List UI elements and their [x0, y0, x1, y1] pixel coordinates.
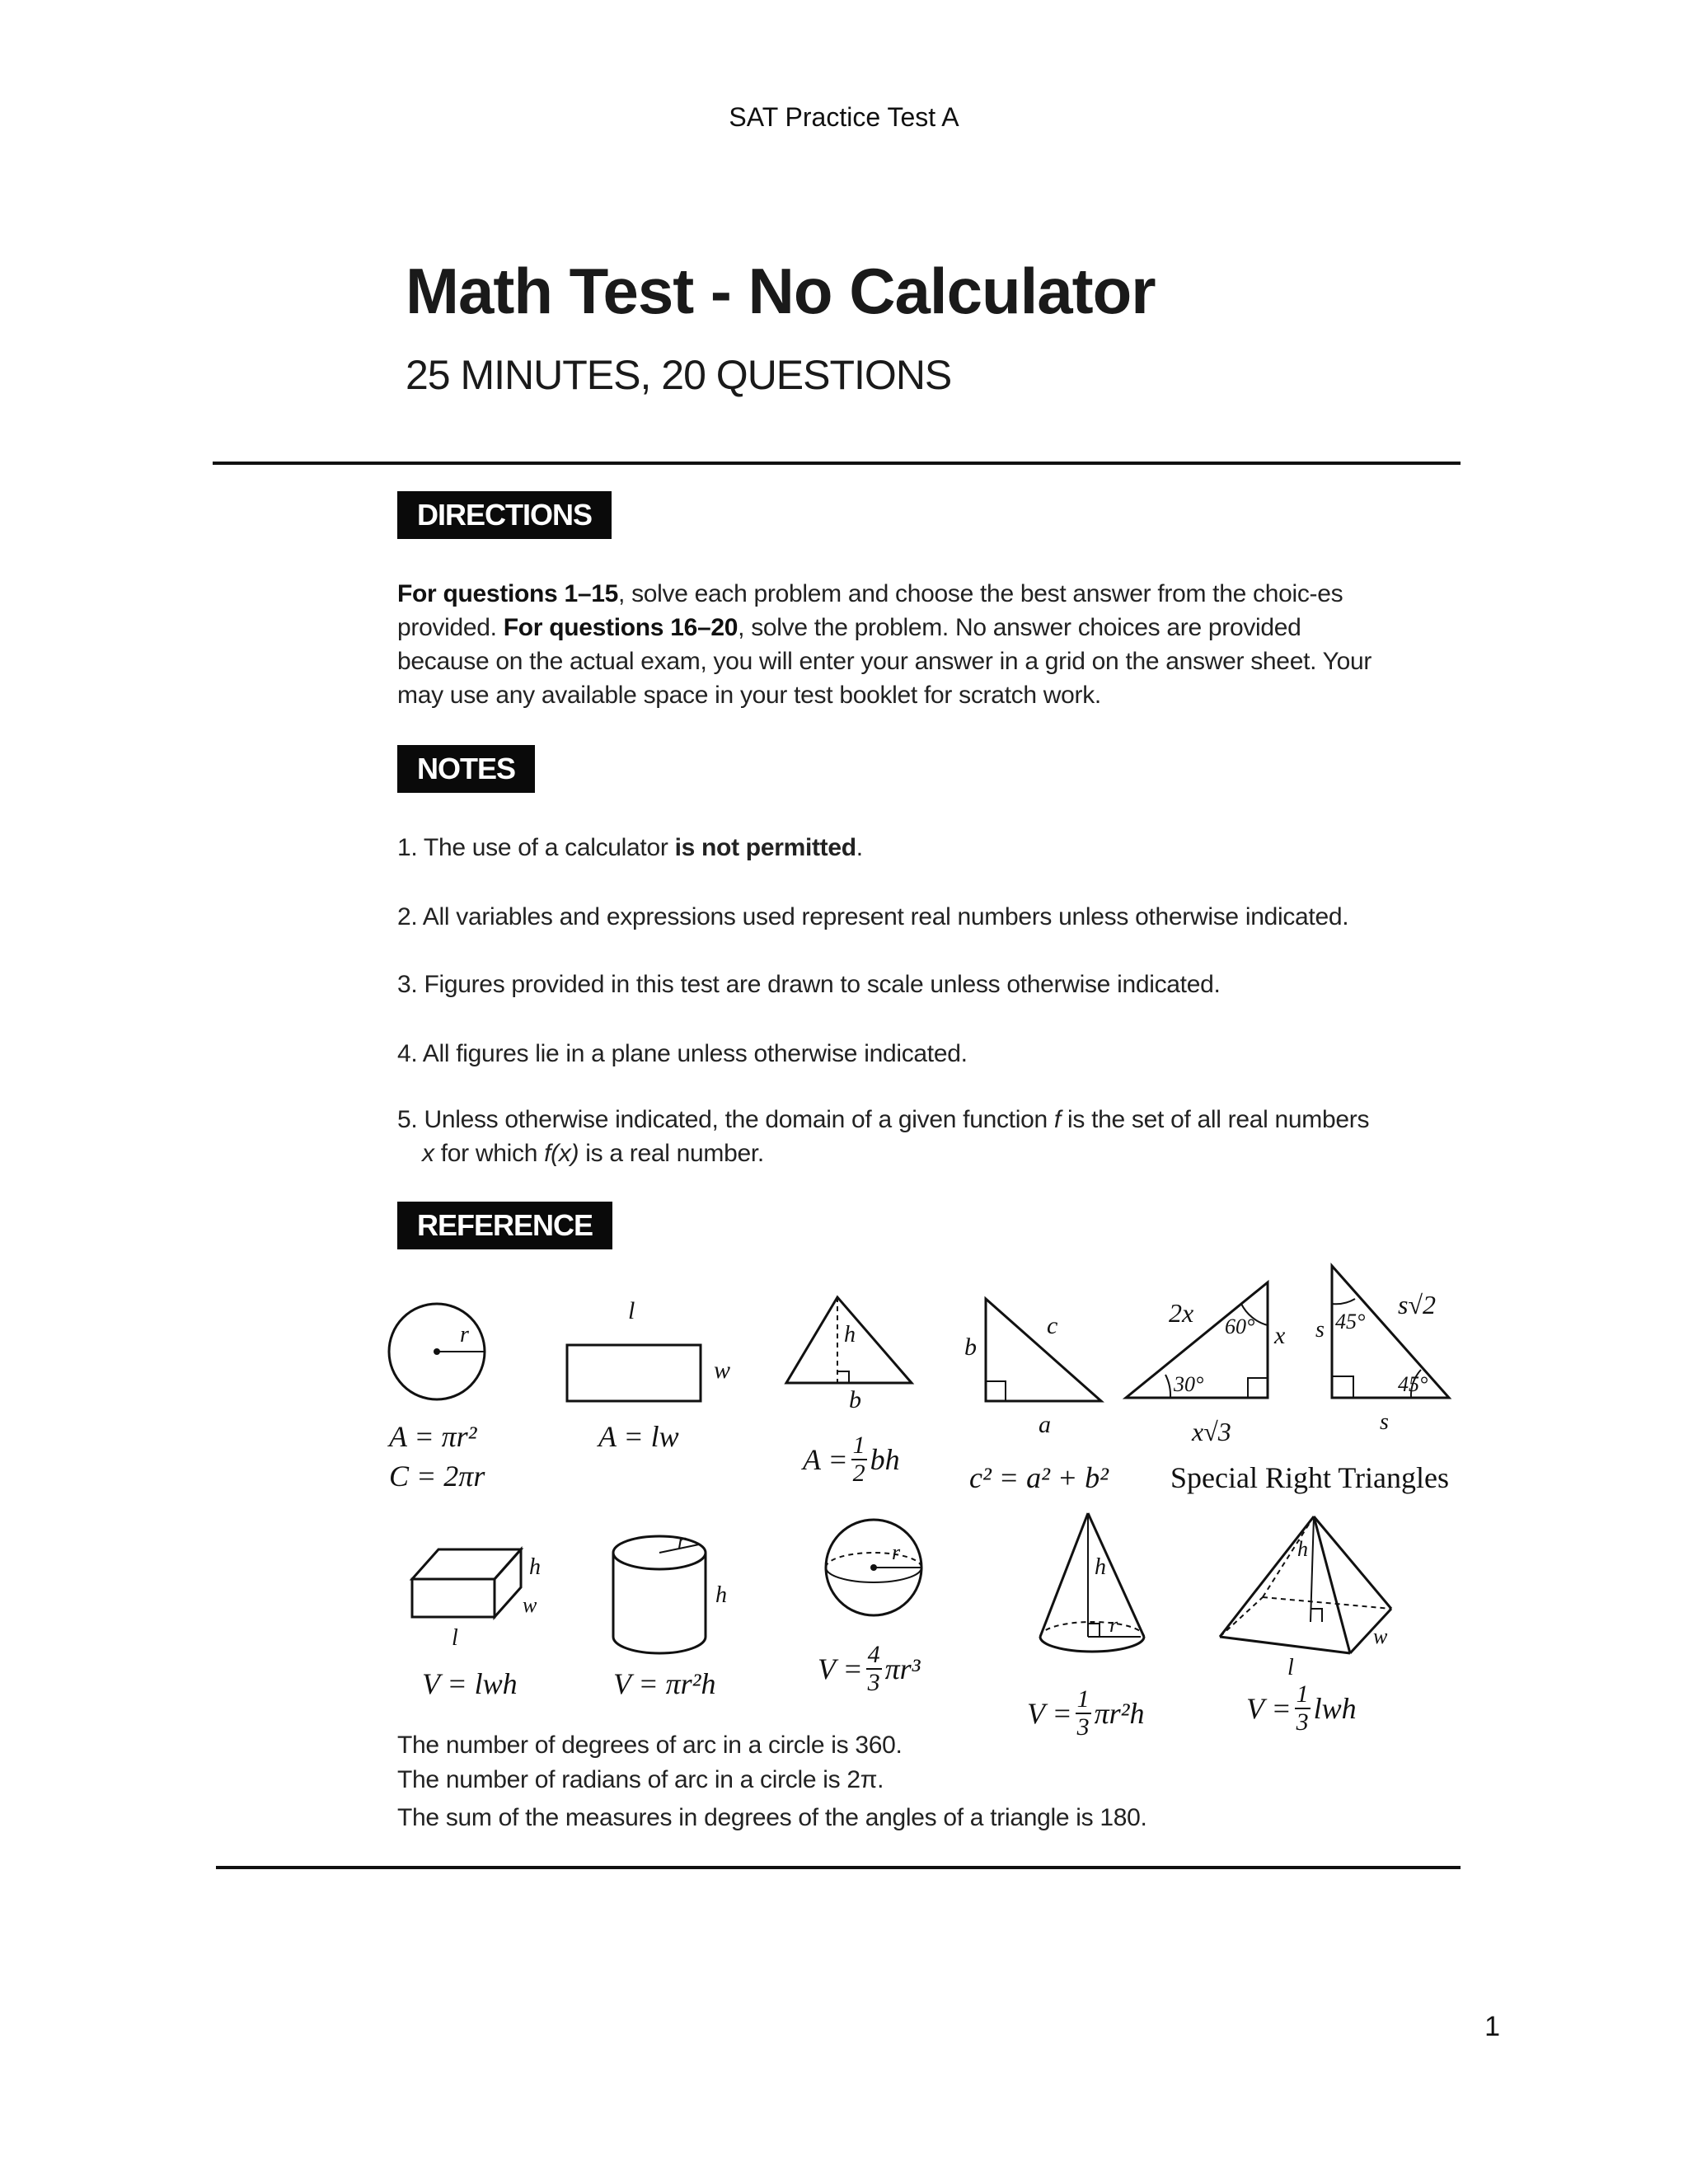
note-5-a: 5. Unless otherwise indicated, the domain of a given function — [397, 1106, 1054, 1133]
sphere-formula-post: πr³ — [884, 1652, 921, 1685]
pyramid-formula-den: 3 — [1296, 1708, 1309, 1736]
triangle-h-label: h — [844, 1322, 856, 1347]
t1-short-leg-label: x — [1274, 1322, 1286, 1349]
box-h-label: h — [529, 1554, 541, 1580]
directions-bold-1: For questions 1–15 — [397, 580, 619, 607]
box-l-label: l — [452, 1625, 458, 1651]
cone-h-label: h — [1095, 1554, 1106, 1580]
t2-leg-label: s — [1315, 1317, 1325, 1343]
cylinder-r-label: r — [678, 1529, 687, 1553]
cylinder-volume-formula: V = πr²h — [613, 1667, 716, 1700]
t1-base-label: x√3 — [1192, 1417, 1231, 1446]
right-triangle-figure — [956, 1286, 1113, 1442]
right-triangle-c-label: c — [1047, 1312, 1058, 1339]
note-1-bold: is not permitted — [674, 834, 856, 861]
special-right-triangles-figure — [1123, 1253, 1461, 1451]
sphere-volume-formula — [818, 1642, 920, 1696]
pyramid-formula-pre: V = — [1246, 1692, 1292, 1725]
page-subtitle: 25 MINUTES, 20 QUESTIONS — [406, 352, 952, 398]
rectangle-area-formula: A = lw — [598, 1420, 679, 1453]
box-volume-formula: V = lwh — [422, 1667, 518, 1700]
circle-r-label: r — [460, 1322, 469, 1347]
pythagorean-formula: c² = a² + b² — [969, 1461, 1109, 1494]
pyramid-formula-num: 1 — [1296, 1680, 1309, 1708]
cone-figure — [1034, 1508, 1157, 1673]
pyramid-volume-formula — [1246, 1681, 1357, 1736]
t2-hypotenuse-label: s√2 — [1398, 1290, 1437, 1319]
t2-angle-45-top: 45° — [1335, 1310, 1366, 1333]
triangle-formula-num: 1 — [852, 1432, 865, 1459]
box-figure — [406, 1543, 562, 1650]
special-triangles-caption: Special Right Triangles — [1170, 1461, 1450, 1494]
sphere-formula-den: 3 — [867, 1669, 880, 1696]
note-2: 2. All variables and expressions used represent real numbers unless otherwise indicated. — [397, 903, 1349, 930]
note-1 — [397, 831, 1419, 865]
note-1-post: . — [856, 834, 863, 861]
triangle-area-formula — [803, 1432, 900, 1487]
sphere-r-label: r — [892, 1540, 901, 1564]
cone-volume-formula — [1027, 1686, 1144, 1741]
rectangle-figure — [560, 1294, 750, 1409]
t1-angle-60: 60° — [1225, 1315, 1255, 1338]
page-title: Math Test - No Calculator — [406, 255, 1156, 327]
cone-r-label: r — [1109, 1613, 1118, 1637]
sphere-formula-pre: V = — [818, 1652, 863, 1685]
cone-formula-post: πr²h — [1094, 1697, 1145, 1730]
top-divider — [213, 462, 1461, 465]
notes-label: NOTES — [397, 745, 535, 793]
circle-circumference-formula: C = 2πr — [389, 1460, 485, 1493]
directions-text-2: , solve the problem. No answer choices are provided because on the actual exam, you will enter your answer in a grid on the answer sheet. Your may use any available space in your test booklet for scratch work. — [397, 614, 1372, 709]
note-3: 3. Figures provided in this test are drawn to scale unless otherwise indicated. — [397, 971, 1221, 998]
pyramid-w-label: w — [1373, 1624, 1388, 1648]
directions-text-1: , solve each problem and choose the best answer from the choic-es provided. — [397, 580, 1343, 641]
cone-formula-num: 1 — [1076, 1685, 1090, 1713]
sphere-figure — [821, 1513, 936, 1629]
triangle-formula-den: 2 — [852, 1460, 865, 1487]
page-number: 1 — [1484, 2011, 1500, 2042]
reference-fact-2: The number of radians of arc in a circle is 2π. — [397, 1766, 884, 1793]
reference-fact-3: The sum of the measures in degrees of the angles of a triangle is 180. — [397, 1804, 1147, 1831]
cylinder-figure — [607, 1530, 747, 1661]
note-5-f: f — [1053, 1106, 1061, 1133]
reference-label: REFERENCE — [397, 1202, 612, 1249]
rectangle-w-label: w — [714, 1357, 731, 1384]
circle-area-formula: A = πr² — [389, 1420, 477, 1453]
triangle-b-label: b — [849, 1386, 861, 1413]
circle-figure — [381, 1286, 496, 1409]
right-triangle-b-label: b — [964, 1333, 977, 1361]
pyramid-l-label: l — [1287, 1655, 1294, 1680]
sphere-formula-num: 4 — [867, 1641, 880, 1668]
cone-formula-pre: V = — [1027, 1697, 1072, 1730]
triangle-figure — [781, 1291, 921, 1414]
note-5-d: is a real number. — [579, 1140, 764, 1167]
reference-fact-1: The number of degrees of arc in a circle is 360. — [397, 1732, 903, 1759]
cylinder-h-label: h — [715, 1582, 727, 1608]
cone-formula-den: 3 — [1076, 1713, 1090, 1741]
directions-bold-2: For questions 16–20 — [503, 614, 738, 641]
pyramid-formula-post: lwh — [1313, 1692, 1357, 1725]
rectangle-l-label: l — [628, 1297, 635, 1324]
bottom-divider — [216, 1866, 1461, 1869]
t1-hypotenuse-label: 2x — [1169, 1298, 1194, 1328]
note-1-pre: 1. The use of a calculator — [397, 834, 675, 861]
directions-text — [397, 577, 1386, 712]
t2-base-label: s — [1380, 1409, 1389, 1435]
right-triangle-a-label: a — [1039, 1411, 1051, 1438]
note-5-x: x — [422, 1140, 434, 1167]
note-4: 4. All figures lie in a plane unless otherwise indicated. — [397, 1040, 968, 1067]
box-w-label: w — [523, 1593, 537, 1617]
running-header: SAT Practice Test A — [729, 102, 959, 132]
note-5 — [397, 1103, 1419, 1170]
t1-angle-30: 30° — [1174, 1372, 1204, 1396]
pyramid-figure — [1212, 1511, 1409, 1680]
t2-angle-45-bottom: 45° — [1398, 1372, 1428, 1396]
note-5-b: is the set of all real numbers — [1060, 1106, 1370, 1133]
triangle-formula-pre: A = — [803, 1443, 848, 1476]
triangle-formula-post: bh — [870, 1443, 900, 1476]
note-5-c: for which — [434, 1140, 545, 1167]
directions-label: DIRECTIONS — [397, 491, 612, 539]
note-5-fx: f(x) — [544, 1140, 579, 1167]
pyramid-h-label: h — [1297, 1537, 1308, 1561]
